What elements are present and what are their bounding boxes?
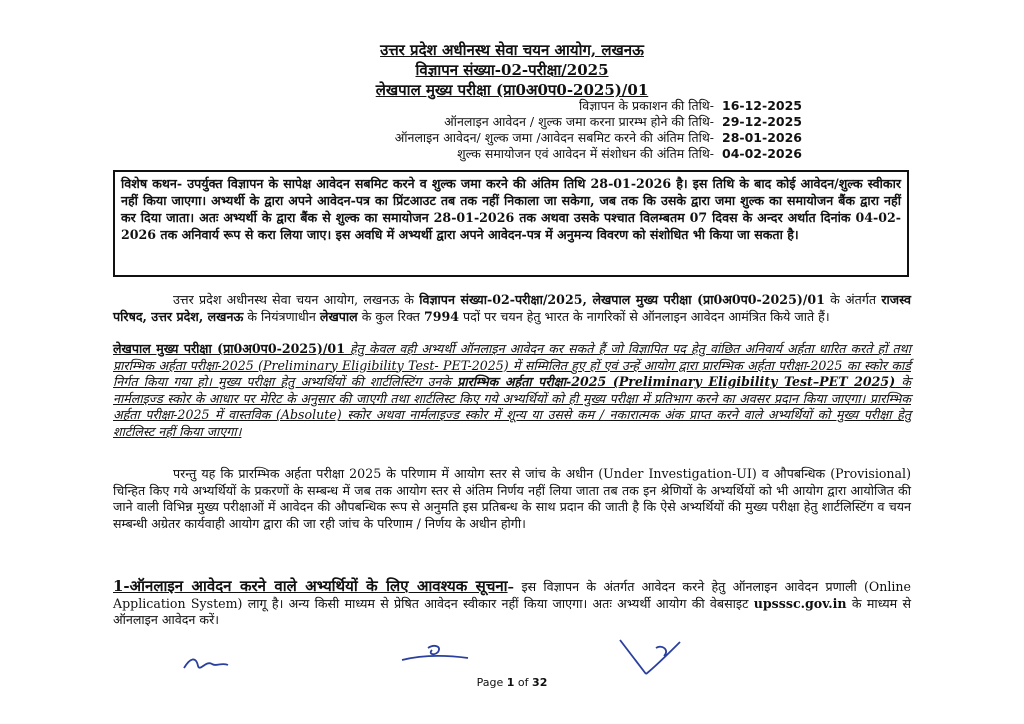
signature-initials-right bbox=[612, 632, 692, 682]
website-link[interactable]: upsssc.gov.in bbox=[753, 595, 847, 611]
department-name: राजस्व परिषद, उत्तर प्रदेश, लखनऊ bbox=[113, 292, 911, 324]
date-row-start bbox=[444, 113, 802, 130]
section-heading: 1-ऑनलाइन आवेदन करने वाले अभ्यर्थियों के लिए आवश्यक सूचना bbox=[113, 577, 508, 595]
footer-text: Page bbox=[476, 676, 507, 689]
vacancy-count: 7994 bbox=[423, 308, 460, 324]
date-row-fee-adjustment bbox=[457, 145, 802, 162]
text: हेतु केवल वही अभ्यर्थी ऑनलाइन आवेदन कर सकते हैं जो विज्ञापित पद हेतु वांछित अनिवार्य अर्हता धारित करते हों तथा प्रारम्भिक अर्हता परीक्षा-2025 (Preliminary Eligibility Test- PET-2025) में सम्मिलित हुए हों एवं उन्हें आयोग द्वारा प्रारम्भिक अर्हता परीक्षा-2025 का स्कोर कार्ड निर्गत किया गया हो। मुख्य परीक्षा हेतु अभ्यर्थियों की शार्टलिस्टिंग उनके bbox=[113, 341, 911, 390]
page-footer bbox=[0, 676, 1024, 689]
date-label: विज्ञापन के प्रकाशन की तिथि- bbox=[579, 98, 715, 113]
date-label: ऑनलाइन आवेदन / शुल्क जमा करना प्रारम्भ होने की तिथि- bbox=[444, 114, 715, 129]
date-label: ऑनलाइन आवेदन/ शुल्क जमा /आवेदन सबमिट करने की अंतिम तिथि- bbox=[394, 130, 715, 145]
footer-text: of bbox=[514, 676, 533, 689]
text: उत्तर प्रदेश अधीनस्थ सेवा चयन आयोग, लखनऊ के bbox=[173, 292, 420, 307]
date-value: 04-02-2026 bbox=[722, 146, 802, 161]
paragraph-provisional: परन्तु यह कि प्रारम्भिक अर्हता परीक्षा 2025 के परिणाम में आयोग स्तर से जांच के अधीन (Under Investigation-UI) व औपबन्धिक (Provisional) चिन्हित किए गये अभ्यर्थियों के प्रकरणों के सम्बन्ध में जब तक आयोग स्तर से अंतिम निर्णय नहीं लिया जाता तब तक इन श्रेणियों के अभ्यर्थियों को भी आयोग द्वारा आयोजित की जाने वाली विभिन्न मुख्य परीक्षाओं में आवेदन की औपबन्धिक रूप से अनुमति इस प्रतिबन्ध के साथ प्रदान की जाती है कि ऐसे अभ्यर्थियों की मुख्य परीक्षा हेतु शार्टलिस्टिंग व चयन सम्बन्धी अग्रेतर कार्यवाही आयोग द्वारा की जा रही जांच के परिणाम / निर्णय के अधीन होगी। bbox=[113, 466, 911, 531]
special-notice-box: विशेष कथन- उपर्युक्त विज्ञापन के सापेक्ष आवेदन सबमिट करने व शुल्क जमा करने की अंतिम तिथि 28-01-2026 है। इस तिथि के बाद कोई आवेदन/शुल्क स्वीकार नहीं किया जाएगा। अभ्यर्थी के द्वारा अपने आवेदन-पत्र का प्रिंटआउट तब तक नहीं निकाला जा सकेगा, जब तक कि उसके द्वारा जमा शुल्क का समायोजन बैंक द्वारा नहीं कर दिया जाता। अतः अभ्यर्थी के द्वारा बैंक से शुल्क का समायोजन 28-01-2026 तक अथवा उसके पश्चात विलम्बतम 07 दिवस के अन्दर अर्थात दिनांक 04-02-2026 तक अनिवार्य रूप से करा लिया जाए। इस अवधि में अभ्यर्थी द्वारा अपने आवेदन-पत्र में अनुमन्य विवरण को संशोधित भी किया जा सकता है। bbox=[113, 170, 909, 277]
advertisement-number: विज्ञापन संख्या-02-परीक्षा/2025 bbox=[415, 61, 609, 79]
text: के कुल रिक्त bbox=[357, 308, 424, 324]
post-name: लेखपाल bbox=[319, 308, 358, 324]
pet-reference: प्रारम्भिक अर्हता परीक्षा-2025 (Preliminary Eligibility Test–PET 2025) bbox=[457, 374, 896, 390]
date-value: 16-12-2025 bbox=[722, 98, 802, 113]
section-online-application bbox=[113, 578, 911, 629]
exam-title: लेखपाल मुख्य परीक्षा (प्रा0अ0प0-2025)/01 bbox=[375, 81, 649, 99]
text: के माध्यम से ऑनलाइन आवेदन करें। bbox=[113, 595, 911, 628]
date-value: 28-01-2026 bbox=[722, 130, 802, 145]
text: के नियंत्रणाधीन bbox=[243, 308, 320, 324]
signature-initials-left bbox=[178, 648, 238, 678]
text: – bbox=[507, 579, 522, 594]
paragraph-advertisement bbox=[113, 292, 911, 325]
date-row-publication bbox=[579, 97, 802, 114]
page-number: 1 bbox=[506, 676, 515, 689]
signature-initials-center bbox=[398, 640, 478, 670]
date-value: 29-12-2025 bbox=[722, 114, 802, 129]
text: पदों पर चयन हेतु भारत के नागरिकों से ऑनलाइन आवेदन आमंत्रित किये जाते हैं। bbox=[459, 308, 830, 324]
date-row-last-date bbox=[395, 129, 802, 146]
date-label: शुल्क समायोजन एवं आवेदन में संशोधन की अंतिम तिथि- bbox=[457, 146, 715, 161]
exam-reference: लेखपाल मुख्य परीक्षा (प्रा0अ0प0-2025)/01 bbox=[113, 341, 345, 356]
advertisement-reference: विज्ञापन संख्या-02-परीक्षा/2025, लेखपाल मुख्य परीक्षा (प्रा0अ0प0-2025)/01 bbox=[419, 292, 825, 307]
organization-title: उत्तर प्रदेश अधीनस्थ सेवा चयन आयोग, लखनऊ bbox=[380, 41, 644, 59]
paragraph-eligibility bbox=[113, 341, 911, 441]
text: इस विज्ञापन के अंतर्गत आवेदन करने हेतु ऑनलाइन आवेदन प्रणाली (Online Application System) लागू है। अन्य किसी माध्यम से प्रेषित आवेदन स्वीकार नहीं किया जाएगा। अतः अभ्यर्थी आयोग की वेबसाइट bbox=[113, 579, 911, 611]
text: के नार्मलाइज्ड स्कोर के आधार पर मेरिट के अनुसार की जाएगी तथा शार्टलिस्ट किए गये अभ्यर्थियों को ही मुख्य परीक्षा में प्रतिभाग करने का अवसर प्रदान किया जाएगा। प्रारम्भिक अर्हता परीक्षा-2025 में वास्तविक (Absolute) स्कोर अथवा नार्मलाइज्ड स्कोर में शून्य या उससे कम / नकारात्मक अंक प्राप्त करने वाले अभ्यर्थियों को मुख्य परीक्षा हेतु शार्टलिस्ट नहीं किया जाएगा। bbox=[113, 374, 911, 439]
total-pages: 32 bbox=[532, 676, 548, 689]
text: के अंतर्गत bbox=[824, 292, 882, 307]
